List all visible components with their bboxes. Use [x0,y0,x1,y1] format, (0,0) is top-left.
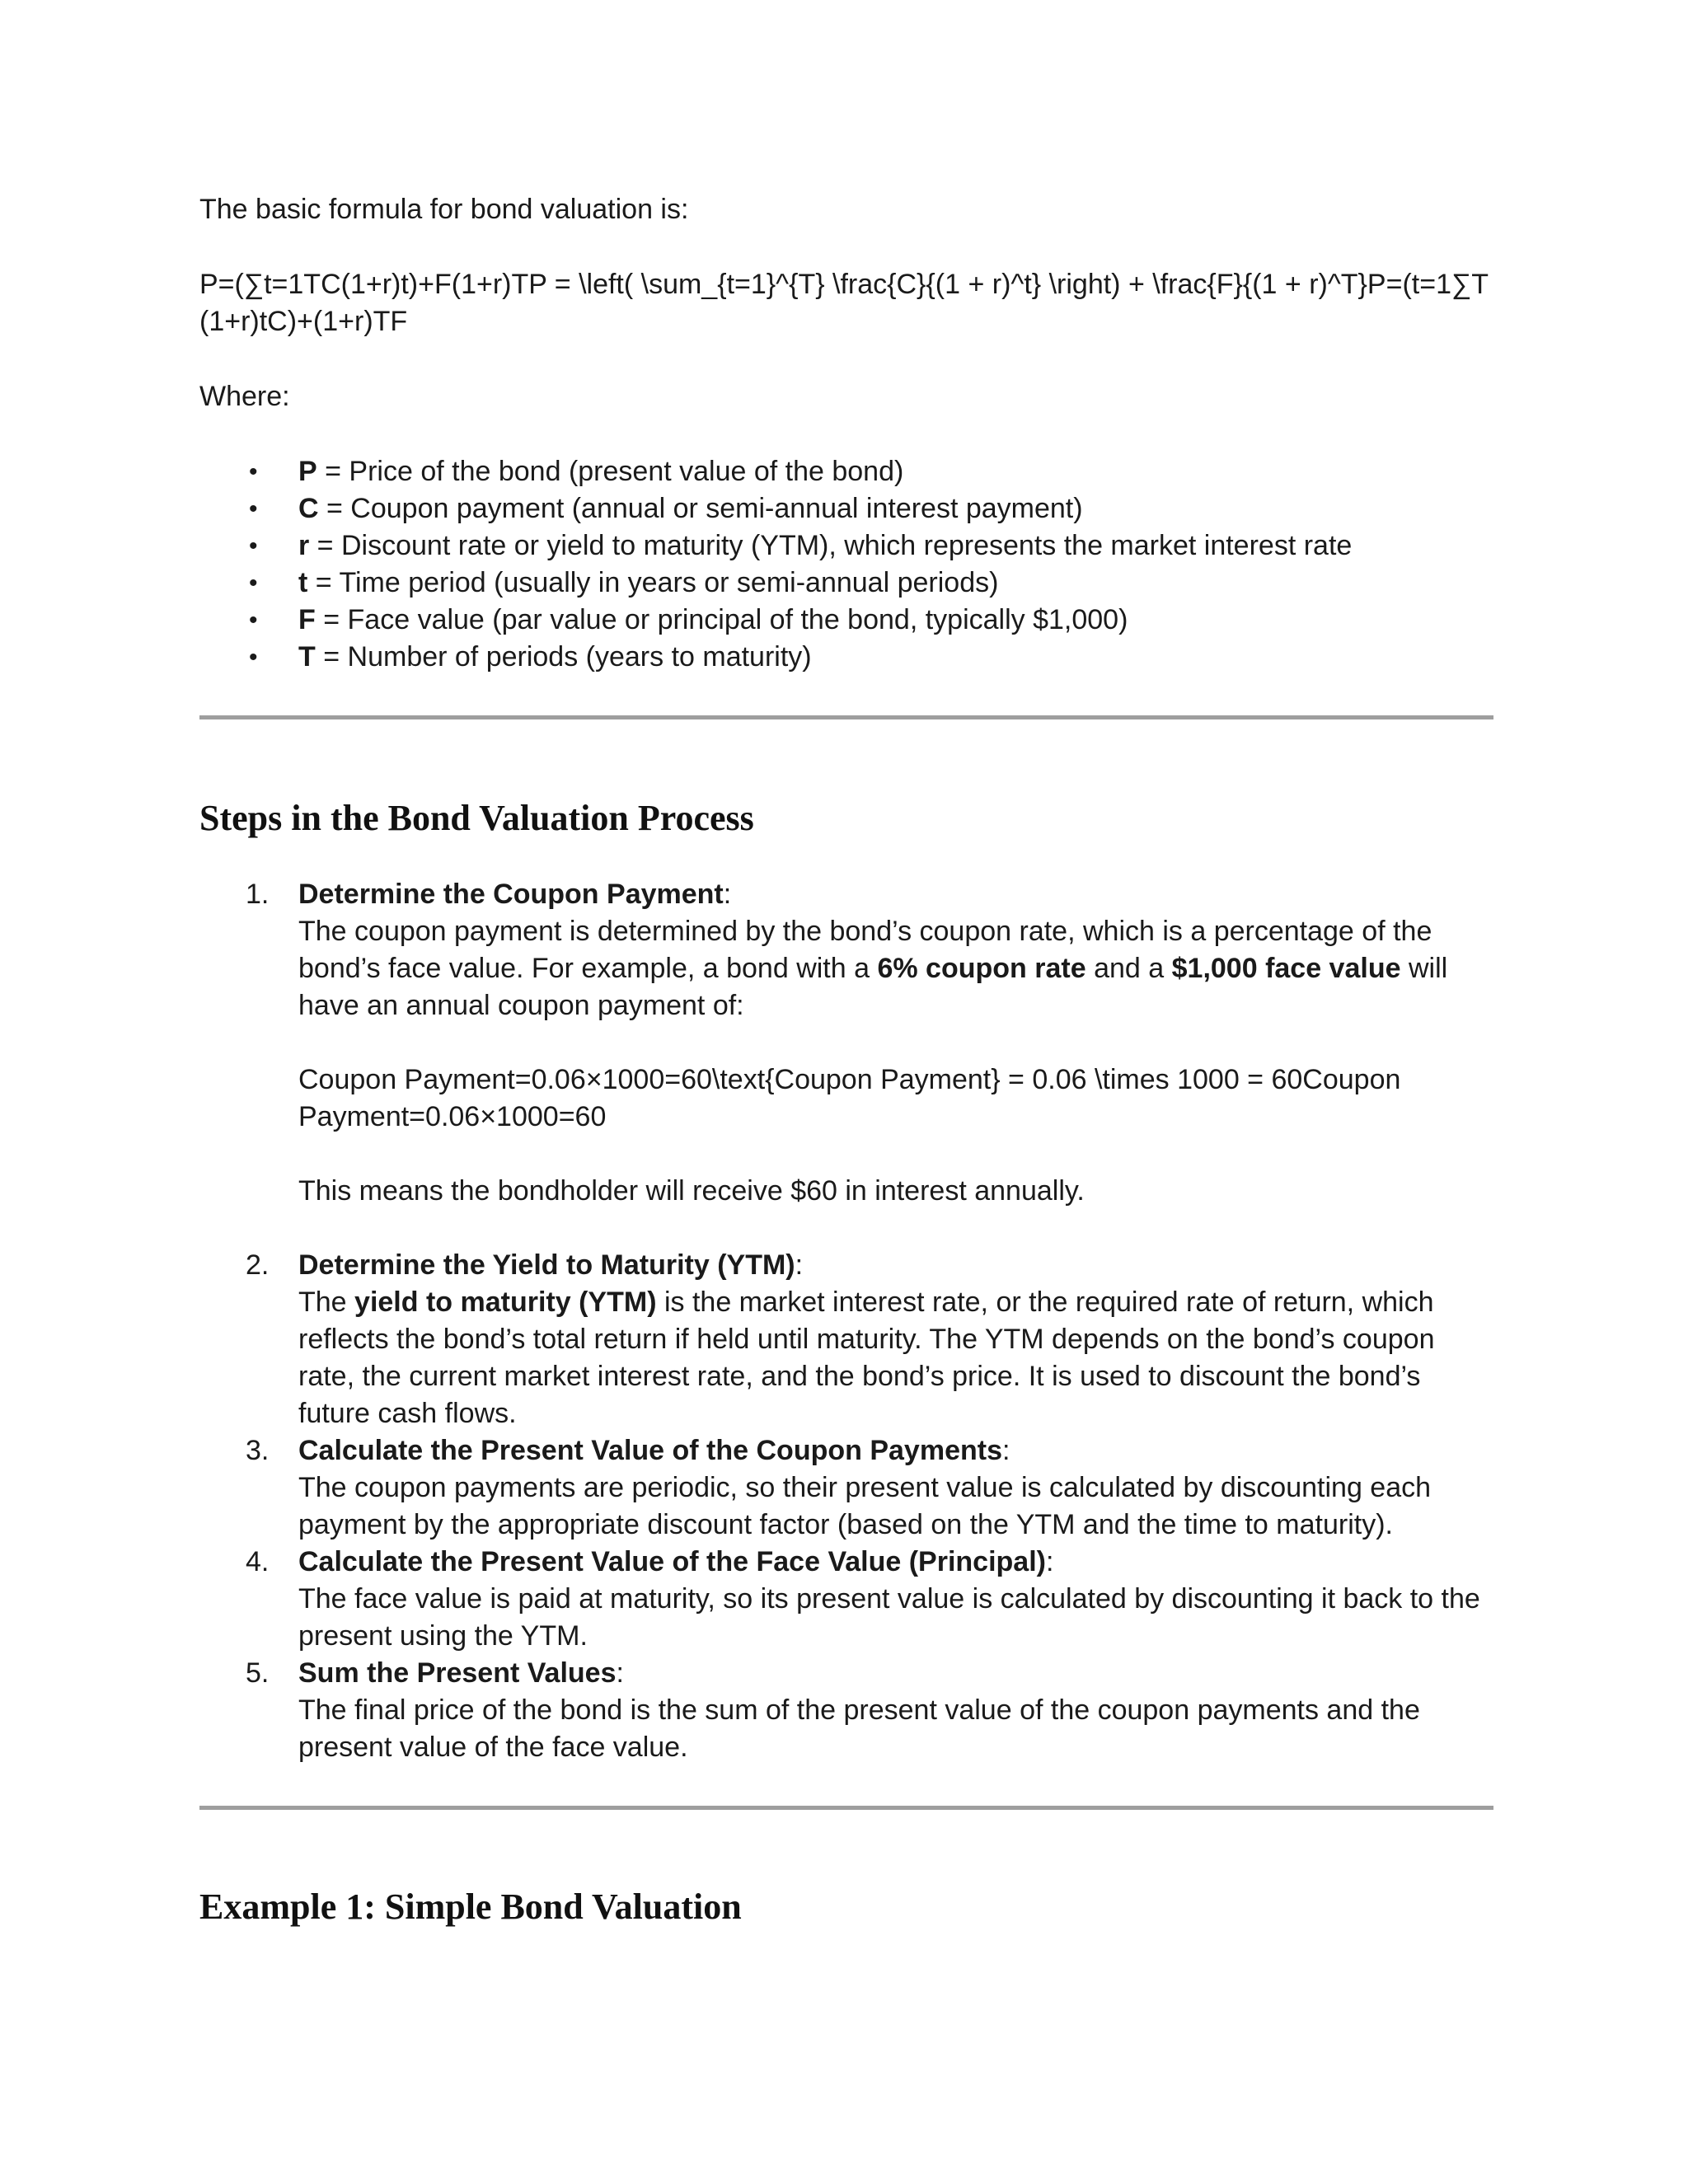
horizontal-divider [199,715,1493,719]
horizontal-divider [199,1806,1493,1810]
coupon-formula: Coupon Payment=0.06×1000=60\text{Coupon Payment} = 0.06 \times 1000 = 60Coupon Payment=0.06×1000=60 [298,1064,1401,1132]
step-colon: : [1045,1546,1054,1577]
step-title: Calculate the Present Value of the Face Value (Principal) [298,1546,1046,1577]
list-item [199,490,1493,527]
step-title-line [298,876,1493,913]
bullet-icon: • [249,607,258,634]
step-colon: : [616,1657,624,1689]
step-title-line [298,1247,1493,1284]
variable-symbol: r [298,530,310,561]
spacer [298,1024,1493,1062]
step-number: 5. [246,1657,270,1689]
list-item [199,639,1493,676]
step-note: This means the bondholder will receive $60 in interest annually. [298,1175,1085,1207]
step-body [298,1284,1493,1432]
step-emphasis: $1,000 face value [1171,953,1401,984]
step-colon: : [723,879,732,910]
variable-description: = Coupon payment (annual or semi-annual interest payment) [318,493,1083,524]
step-body-text: The coupon payment is determined by the bond’s coupon rate, which is a percentage of the bond’s face value. For example, a bond with a [298,916,1432,984]
variable-list [199,453,1493,676]
spacer [298,1210,1493,1247]
step-title-line [298,1655,1493,1692]
step-body-text: will have an annual coupon payment of: [298,953,1448,1021]
step-title: Determine the Coupon Payment [298,879,724,910]
steps-heading: Steps in the Bond Valuation Process [199,798,754,838]
variable-symbol: P [298,456,317,487]
variable-description: = Discount rate or yield to maturity (YTM), which represents the market interest rate [309,530,1353,561]
variable-symbol: F [298,604,316,635]
step-title-line [298,1544,1493,1581]
variable-symbol: T [298,641,316,673]
where-label: Where: [199,381,290,412]
step-emphasis: yield to maturity (YTM) [354,1286,657,1318]
variable-description: = Number of periods (years to maturity) [315,641,812,673]
step-number: 2. [246,1249,270,1281]
bullet-icon: • [249,532,258,560]
steps-list [199,876,1493,1766]
step-colon: : [795,1249,804,1281]
list-item [199,527,1493,565]
bullet-icon: • [249,495,258,523]
step-number: 4. [246,1546,270,1577]
document-page [199,191,1493,1929]
step-number: 3. [246,1435,270,1466]
step-number: 1. [246,879,270,910]
intro-text: The basic formula for bond valuation is: [199,194,689,225]
step-body [298,913,1493,1024]
step-body: The coupon payments are periodic, so their present value is calculated by discounting each payment by the appropriate discount factor (based on the YTM and the time to maturity). [298,1472,1432,1540]
list-item [199,453,1493,490]
bullet-icon: • [249,644,258,671]
step-title-line [298,1432,1493,1469]
step-title: Calculate the Present Value of the Coupon Payments [298,1435,1002,1466]
variable-symbol: C [298,493,319,524]
step-body-text: The [298,1286,355,1318]
step-body: The face value is paid at maturity, so its present value is calculated by discounting it back to the present using the YTM. [298,1583,1480,1652]
step-emphasis: 6% coupon rate [877,953,1086,984]
step-body-text: is the market interest rate, or the required rate of return, which reflects the bond’s total return if held until maturity. The YTM depends on the bond’s coupon rate, the current market interest rate, and the bond’s price. It is used to discount the bond’s future cash flows. [298,1286,1435,1429]
step-item [199,876,1493,1247]
step-item [199,1247,1493,1432]
variable-description: = Face value (par value or principal of the bond, typically $1,000) [315,604,1128,635]
step-body: The final price of the bond is the sum of the present value of the coupon payments and the present value of the face value. [298,1694,1420,1763]
variable-description: = Price of the bond (present value of the bond) [316,456,904,487]
variable-symbol: t [298,567,308,598]
list-item [199,602,1493,639]
list-item [199,565,1493,602]
step-item [199,1432,1493,1544]
bullet-icon: • [249,458,258,485]
step-title: Sum the Present Values [298,1657,617,1689]
step-title: Determine the Yield to Maturity (YTM) [298,1249,795,1281]
bond-formula: P=(∑t=1TC(1+r)t)+F(1+r)TP = \left( \sum_{t=1}^{T} \frac{C}{(1 + r)^t} \right) + \frac{F}{(1 + r)^T}P=(t=1∑T (1+r)tC)+(1+r)TF [199,269,1489,337]
example-heading: Example 1: Simple Bond Valuation [199,1886,742,1927]
step-item [199,1655,1493,1766]
step-colon: : [1001,1435,1010,1466]
spacer [298,1136,1493,1173]
step-item [199,1544,1493,1655]
bullet-icon: • [249,569,258,597]
step-body-text: and a [1085,953,1172,984]
variable-description: = Time period (usually in years or semi-annual periods) [307,567,999,598]
